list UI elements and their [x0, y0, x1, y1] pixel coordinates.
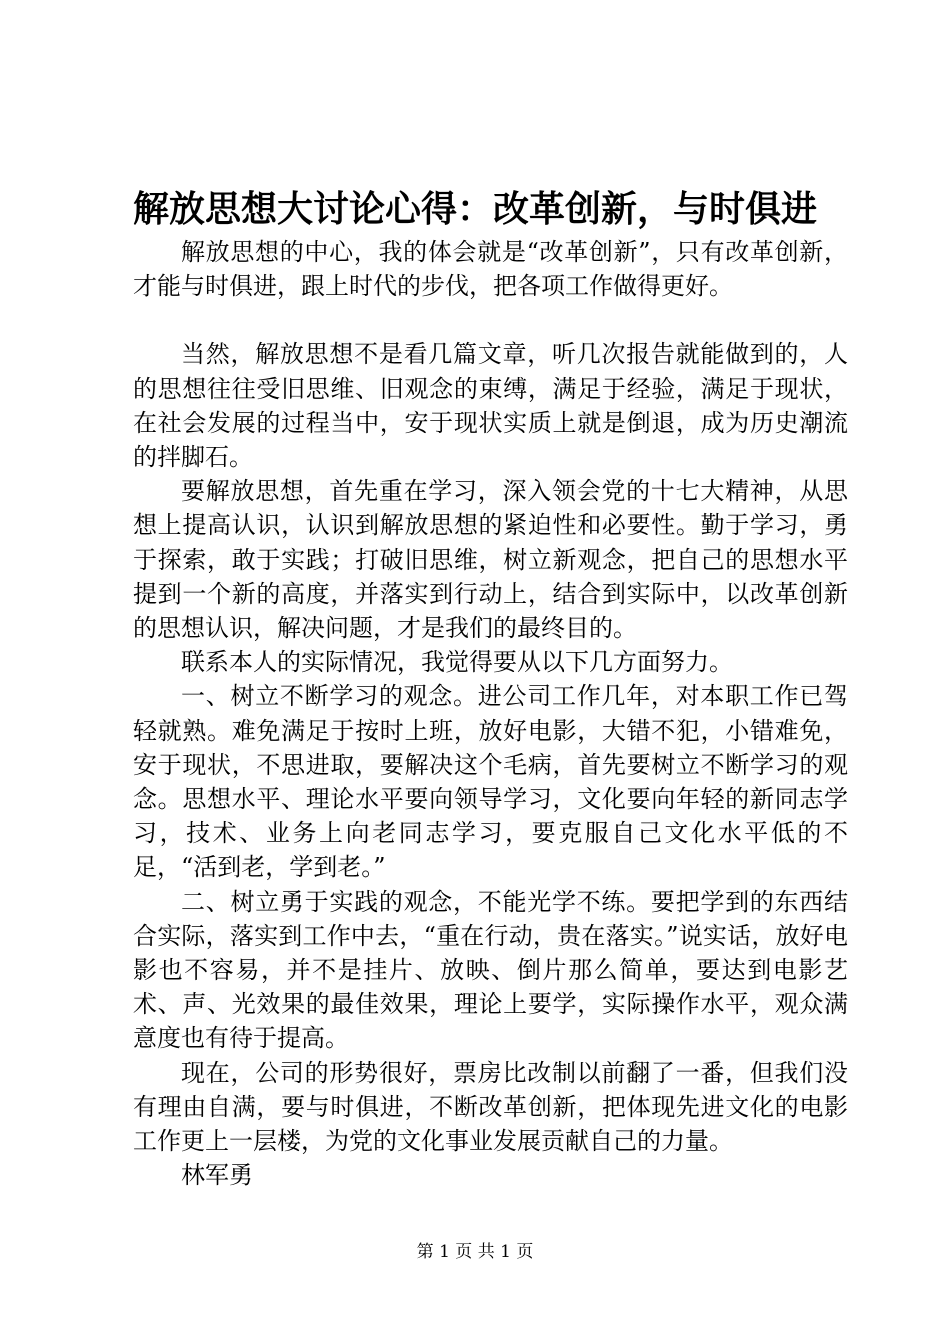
paragraph-intro: 解放思想的中心，我的体会就是“改革创新”，只有改革创新，才能与时俱进，跟上时代的步伐，把各项工作做得更好。 [133, 238, 848, 301]
paragraph-7: 现在，公司的形势很好，票房比改制以前翻了一番，但我们没有理由自满，要与时俱进，不断改革创新，把体现先进文化的电影工作更上一层楼，为党的文化事业发展贡献自己的力量。 [133, 1058, 848, 1156]
paragraph-5: 一、树立不断学习的观念。进公司工作几年，对本职工作已驾轻就熟。难免满足于按时上班，放好电影，大错不犯，小错难免，安于现状，不思进取，要解决这个毛病，首先要树立不断学习的观念。思想水平、理论水平要向领导学习，文化要向年轻的新同志学习，技术、业务上向老同志学习，要克服自己文化水平低的不足，“活到老，学到老。” [133, 682, 848, 882]
page-number-footer: 第 1 页 共 1 页 [416, 1242, 534, 1262]
author-signature: 林军勇 [181, 1161, 253, 1190]
paragraph-6: 二、树立勇于实践的观念，不能光学不练。要把学到的东西结合实际，落实到工作中去，“重在行动，贵在落实。”说实话，放好电影也不容易，并不是挂片、放映、倒片那么简单，要达到电影艺术、声、光效果的最佳效果，理论上要学，实际操作水平，观众满意度也有待于提高。 [133, 887, 848, 1053]
paragraph-2: 当然，解放思想不是看几篇文章，听几次报告就能做到的，人的思想往往受旧思维、旧观念的束缚，满足于经验，满足于现状，在社会发展的过程当中，安于现状实质上就是倒退，成为历史潮流的拌脚石。 [133, 340, 848, 472]
document-body [133, 235, 848, 1192]
paragraph-3: 要解放思想，首先重在学习，深入领会党的十七大精神，从思想上提高认识，认识到解放思想的紧迫性和必要性。勤于学习，勇于探索，敢于实践；打破旧思维，树立新观念，把自己的思想水平提到一个新的高度，并落实到行动上，结合到实际中，以改革创新的思想认识，解决问题，才是我们的最终目的。 [133, 477, 848, 643]
document-title: 解放思想大讨论心得：改革创新，与时俱进 [132, 188, 817, 230]
paragraph-4: 联系本人的实际情况，我觉得要从以下几方面努力。 [181, 648, 733, 677]
